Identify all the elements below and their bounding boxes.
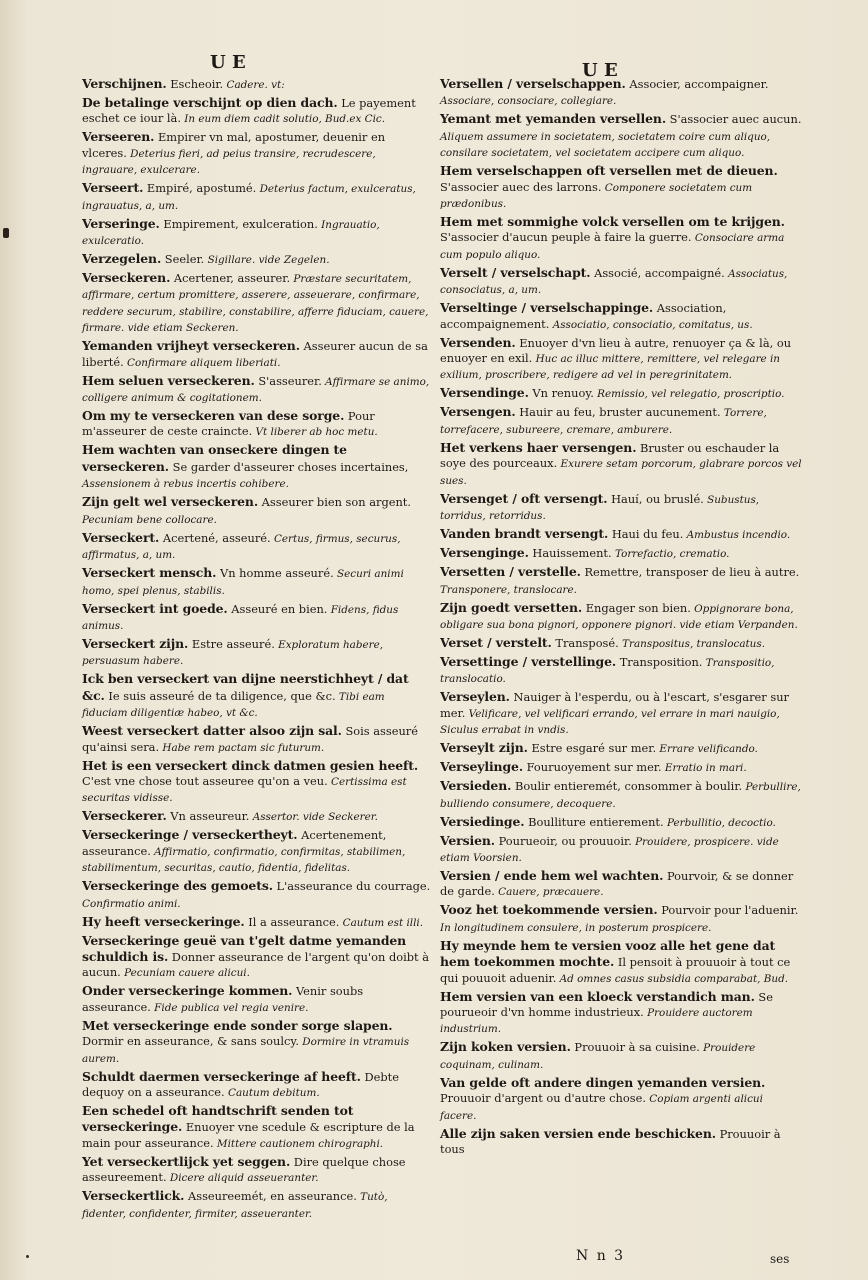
latin-gloss: Associare, consociare, collegiare. [440, 95, 617, 108]
dictionary-entry [440, 526, 802, 543]
french-gloss: Se garder d'asseurer choses incertaines, [169, 459, 409, 474]
french-gloss: S'asseurer. [254, 373, 322, 388]
dictionary-entry [440, 111, 802, 161]
latin-gloss: Prouidere auctorem industrium. [440, 1006, 753, 1036]
headword: Verseckert. [82, 529, 160, 545]
headword: Zijn koken versien. [440, 1039, 571, 1055]
french-gloss: Dire quelque chose asseureement. [82, 1154, 406, 1185]
signature-mark: N n 3 [576, 1248, 626, 1264]
french-gloss: Il a asseurance. [244, 914, 340, 929]
latin-gloss: Ad omnes casus subsidia comparabat, Bud. [556, 972, 789, 985]
headword: Versetten / verstelle. [440, 564, 581, 580]
french-gloss: Asseureemét, en asseurance. [184, 1189, 357, 1204]
ink-blot [3, 228, 9, 238]
headword: Versellen / verselschappen. [440, 76, 626, 91]
french-gloss: Vn asseureur. [166, 809, 250, 824]
dictionary-entry [82, 494, 432, 528]
latin-gloss: Torrefactio, crematio. [611, 548, 730, 561]
latin-gloss: Transponere, translocare. [440, 583, 577, 596]
latin-gloss: Deterius factum, exulceratus, ingrauatus, a, um. [82, 183, 416, 212]
french-gloss: Venir soubs asseurance. [82, 984, 364, 1014]
french-gloss: S'associer auec aucun. [666, 112, 802, 127]
dictionary-entry [82, 338, 432, 371]
latin-gloss: Perbullitio, decoctio. [663, 816, 776, 829]
dictionary-entry [440, 265, 802, 299]
latin-gloss: In longitudinem consulere, in posterum prospicere. [440, 921, 712, 934]
dictionary-entry [82, 1154, 432, 1187]
latin-gloss: Cauere, præcauere. [494, 886, 604, 899]
latin-gloss: Exploratum habere, persuasum habere. [82, 638, 384, 668]
latin-gloss: Fide publica vel regia venire. [150, 1001, 309, 1014]
dictionary-entry [440, 545, 802, 562]
latin-gloss: Præstare securitatem, affirmare, certum promittere, asserere, asseuerare, confirmare, reddere securum, stabilire, constabilire, afferre fiduciam, cauere, firmare. vide etiam Seckeren. [82, 273, 429, 335]
headword: Versiedinge. [440, 813, 525, 829]
latin-gloss: Mittere cautionem chirographi. [213, 1137, 384, 1150]
headword: Verseckert int goede. [82, 600, 228, 616]
headword: Versieden. [440, 778, 512, 794]
french-gloss: Asseurer bien son argent. [258, 495, 412, 510]
headword: Versenden. [440, 334, 516, 350]
french-gloss: Le payement eschet ce iour là. [82, 96, 416, 126]
french-gloss: Sois asseuré qu'ainsi sera. [82, 724, 418, 754]
french-gloss: Estre asseuré. [188, 636, 275, 651]
dictionary-entry [82, 270, 432, 337]
french-gloss: Escheoir. [166, 77, 224, 91]
french-gloss: Hauir au feu, bruster aucunement. [515, 405, 721, 420]
dictionary-entry [82, 408, 432, 441]
latin-gloss: Affirmare se animo, colligere animum & cogitationem. [82, 375, 430, 405]
french-gloss: L'asseurance du courrage. [272, 879, 431, 894]
latin-gloss: Oppignorare bona, obligare sua bona pignori, opponere pignori. vide etiam Verpanden. [440, 602, 798, 631]
latin-gloss: Transpositus, translocatus. [618, 637, 766, 650]
dictionary-entry [440, 814, 802, 831]
latin-gloss: Velificare, vel velificari errando, vel errare in mari nauigio, Siculus errabat in vndis. [440, 707, 780, 737]
french-gloss: Acertené, asseuré. [159, 530, 271, 545]
french-gloss: Vn renuoy. [528, 386, 594, 401]
dictionary-entry [440, 76, 802, 110]
french-gloss: Vn homme asseuré. [216, 566, 334, 581]
headword: Verseylinge. [440, 759, 524, 775]
headword: Verseckertlick. [82, 1188, 185, 1204]
ink-speck [26, 1255, 29, 1258]
french-gloss: Pourueoir, ou prouuoir. [494, 833, 632, 848]
latin-gloss: Certissima est securitas vidisse. [82, 775, 407, 805]
latin-gloss: Habe rem pactam sic futurum. [159, 741, 325, 754]
dictionary-entry [440, 564, 802, 598]
dictionary-entry [440, 300, 802, 333]
headword: Verseylen. [440, 689, 510, 705]
latin-gloss: Certus, firmus, securus, affirmatus, a, um. [82, 532, 401, 562]
latin-gloss: Confirmare aliquem liberiati. [123, 356, 281, 369]
latin-gloss: Torrere, torrefacere, subureere, cremare, amburere. [440, 407, 767, 436]
dictionary-entry [440, 404, 802, 438]
headword: Verselt / verselschapt. [440, 264, 591, 280]
latin-gloss: Aliquem assumere in societatem, societatem coire cum aliquo, consilare societatem, vel societatem accipere cum aliquo. [440, 130, 771, 160]
french-gloss: Boulliture entierement. [524, 814, 664, 829]
headword: Om my te verseckeren van dese sorge. [82, 408, 345, 424]
latin-gloss: Pecuniam bene collocare. [82, 513, 217, 526]
french-gloss: Transposition. [616, 654, 703, 669]
headword: Hy heeft verseckeringe. [82, 913, 245, 929]
latin-gloss: Perbullire, bulliendo consumere, decoquere. [440, 781, 801, 810]
dictionary-entry [440, 689, 802, 738]
french-gloss: S'associer auec des larrons. [440, 179, 602, 194]
dictionary-entry [440, 868, 802, 901]
headword: Verseckert zijn. [82, 635, 189, 651]
french-gloss: Associer, accompaigner. [625, 77, 769, 91]
latin-gloss: Cautum est illi. [339, 916, 424, 929]
latin-gloss: Tutò, fidenter, confidenter, firmiter, asseueranter. [82, 1191, 388, 1220]
french-gloss: Acertener, asseurer. [170, 271, 291, 286]
dictionary-entry [82, 933, 432, 982]
headword: Hem verselschappen oft versellen met de dieuen. [440, 163, 778, 179]
headword: Verseckert mensch. [82, 565, 217, 581]
headword: Yet verseckertlijck yet seggen. [82, 1153, 291, 1169]
dictionary-entry [440, 902, 802, 936]
french-gloss: Enuoyer d'vn lieu à autre, renuoyer ça & là, ou enuoyer en exil. [440, 335, 792, 366]
dictionary-entry [440, 385, 802, 402]
latin-gloss: Errare velificando. [656, 743, 758, 756]
french-gloss: Pourvoir, & se donner de garde. [440, 868, 794, 899]
latin-gloss: Associatus, consociatus, a, um. [440, 267, 788, 297]
french-gloss: Enuoyer vne scedule & escripture de la main pour asseurance. [82, 1120, 415, 1150]
french-gloss: Estre esgaré sur mer. [527, 741, 657, 756]
french-gloss: Associé, accompaigné. [590, 265, 725, 280]
headword: Verseckeringe des gemoets. [82, 878, 273, 894]
latin-gloss: Vt liberer ab hoc metu. [252, 426, 378, 439]
running-head-right: U E [582, 60, 618, 81]
latin-gloss: Prouidere coquinam, culinam. [440, 1042, 756, 1071]
headword: Yemant met yemanden versellen. [440, 111, 667, 127]
dictionary-entry [440, 335, 802, 384]
french-gloss: Hauissement. [528, 546, 612, 561]
dictionary-entry [82, 1103, 432, 1152]
latin-gloss: Pecuniam cauere alicui. [120, 967, 250, 980]
headword: De betalinge verschijnt op dien dach. [82, 95, 338, 110]
latin-gloss: Copiam argenti alicui facere. [440, 1093, 763, 1122]
headword: Van gelde oft andere dingen yemanden versien. [440, 1074, 766, 1090]
headword: Weest verseckert datter alsoo zijn sal. [82, 723, 342, 739]
french-gloss: S'associer d'aucun peuple à faire la guerre. [440, 230, 692, 245]
headword: Vooz het toekommende versien. [440, 902, 658, 918]
french-gloss: Prouuoir à tous [440, 1126, 781, 1156]
latin-gloss: Componere societatem cum prædonibus. [440, 181, 753, 211]
headword: Yemanden vrijheyt verseckeren. [82, 338, 300, 354]
dictionary-entry [82, 251, 432, 268]
french-gloss: C'est vne chose tout asseuree qu'on a veu. [82, 773, 328, 788]
headword: Met verseckeringe ende sonder sorge slapen. [82, 1017, 393, 1033]
headword: Het is een verseckert dinck datmen gesien heeft. [82, 757, 419, 773]
french-gloss: Hauí, ou bruslé. [607, 491, 704, 506]
french-gloss: Transposé. [551, 635, 619, 650]
headword: Verzegelen. [82, 251, 162, 267]
headword: Verseckeren. [82, 270, 171, 286]
latin-gloss: Securi animi homo, spei plenus, stabilis. [82, 568, 404, 597]
latin-gloss: Assertor. vide Seckerer. [249, 811, 378, 824]
headword: Verset / verstelt. [440, 634, 552, 650]
dictionary-entry [82, 565, 432, 599]
dictionary-entry [82, 983, 432, 1016]
french-gloss: Pour m'asseurer de ceste craincte. [82, 409, 375, 439]
latin-gloss: Ambustus incendio. [683, 529, 791, 542]
dictionary-entry [440, 1126, 802, 1159]
headword: Verseert. [82, 180, 144, 196]
french-gloss: Il pensoit à prouuoir à tout ce qui pouuoit aduenir. [440, 955, 791, 985]
latin-gloss: Fidens, fidus animus. [82, 603, 399, 632]
dictionary-entry [82, 878, 432, 912]
dictionary-entry [440, 740, 802, 757]
headword: Versendinge. [440, 385, 529, 401]
latin-gloss: Consociare arma cum populo aliquo. [440, 232, 785, 261]
dictionary-entry [440, 600, 802, 634]
headword: Hem wachten van onseckere dingen te verseckeren. [82, 442, 347, 474]
latin-gloss: Confirmatio animi. [82, 897, 181, 910]
dictionary-entry [82, 442, 432, 492]
latin-gloss: Subustus, torridus, retorridus. [440, 493, 760, 523]
headword: Versenginge. [440, 545, 529, 561]
french-gloss: Acertenement, asseurance. [82, 828, 387, 858]
right-column [440, 76, 802, 1160]
dictionary-entry [82, 758, 432, 807]
french-gloss: Boulir entieremét, consommer à boulir. [511, 779, 743, 794]
french-gloss: Asseuré en bien. [227, 601, 328, 616]
headword: Verseylt zijn. [440, 740, 528, 756]
latin-gloss: Remissio, vel relegatio, proscriptio. [593, 388, 785, 401]
dictionary-entry [440, 938, 802, 987]
dictionary-entry [82, 129, 432, 178]
french-gloss: Fouruoyement sur mer. [523, 760, 662, 775]
french-gloss: Prouuoir d'argent ou d'autre chose. [440, 1091, 646, 1106]
latin-gloss: Ingrauatio, exulceratio. [82, 218, 380, 248]
dictionary-entry [82, 827, 432, 876]
french-gloss: Prouuoir à sa cuisine. [570, 1040, 700, 1055]
headword: Verseltinge / verselschappinge. [440, 300, 654, 316]
headword: Versengen. [440, 404, 516, 420]
dictionary-entry [82, 1018, 432, 1067]
french-gloss: Pourvoir pour l'aduenir. [657, 903, 799, 918]
latin-gloss: Dormire in vtramuis aurem. [82, 1036, 410, 1065]
headword: Verseckeringe / verseckertheyt. [82, 827, 298, 843]
headword: Het verkens haer versengen. [440, 439, 637, 455]
french-gloss: Association, accompaignement. [440, 301, 727, 331]
dictionary-entry [440, 163, 802, 212]
french-gloss: Debte dequoy on a asseurance. [82, 1069, 399, 1099]
catchword: ses [770, 1252, 790, 1266]
dictionary-entry [82, 76, 432, 93]
dictionary-entry [82, 216, 432, 250]
french-gloss: Nauiger à l'esperdu, ou à l'escart, s'esgarer sur mer. [440, 690, 789, 720]
french-gloss: Seeler. [161, 252, 205, 267]
latin-gloss: Exurere setam porcorum, glabrare porcos vel sues. [440, 458, 802, 487]
headword: Verseringe. [82, 215, 160, 231]
french-gloss: Empiré, apostumé. [143, 181, 257, 196]
headword: Alle zijn saken versien ende beschicken. [440, 1125, 716, 1141]
latin-gloss: Transpositio, translocatio. [440, 656, 775, 686]
running-head-left: U E [210, 52, 246, 73]
headword: Ick ben verseckert van dijne neerstichheyt / dat &c. [82, 671, 409, 703]
dictionary-entry [440, 491, 802, 525]
headword: Hem versien van een kloeck verstandich man. [440, 988, 755, 1004]
page-headers [0, 52, 868, 81]
headword: Versien. [440, 832, 495, 848]
dictionary-entry [82, 914, 432, 931]
dictionary-entry [440, 654, 802, 688]
dictionary-entry [82, 636, 432, 670]
latin-gloss: Erratio in mari. [661, 762, 747, 775]
headword: Hem seluen verseckeren. [82, 372, 255, 388]
dictionary-entry [82, 1069, 432, 1102]
french-gloss: Donner asseurance de l'argent qu'on doibt à aucun. [82, 949, 430, 980]
latin-gloss: Huc ac illuc mittere, remittere, vel relegare in exilium, proscribere, redigere ad vel in peregrinitatem. [440, 353, 781, 382]
dictionary-entry [440, 1039, 802, 1073]
french-gloss: Empirement, exulceration. [159, 216, 318, 231]
dictionary-entry [82, 723, 432, 756]
latin-gloss: Associatio, consociatio, comitatus, us. [549, 318, 753, 331]
latin-gloss: In eum diem cadit solutio, Bud.ex Cic. [180, 113, 386, 126]
dictionary-entry [440, 1075, 802, 1124]
french-gloss: Se pourueoir d'vn homme industrieux. [440, 989, 773, 1019]
dictionary-entry [82, 601, 432, 635]
dictionary-entry [440, 989, 802, 1038]
headword: Verseckeringe geuë van t'gelt datme yemanden schuldich is. [82, 932, 407, 964]
dictionary-entry [440, 440, 802, 489]
headword: Versien / ende hem wel wachten. [440, 867, 664, 883]
french-gloss: Dormir en asseurance, & sans soulcy. [82, 1034, 299, 1049]
dictionary-entry [82, 180, 432, 214]
dictionary-entry [440, 635, 802, 652]
headword: Versenget / oft versengt. [440, 490, 608, 506]
latin-gloss: Cautum debitum. [224, 1087, 320, 1099]
headword: Verschijnen. [82, 76, 167, 91]
dictionary-entry [440, 778, 802, 812]
dictionary-entry [82, 95, 432, 128]
latin-gloss: Affirmatio, confirmatio, confirmitas, stabilimen, stabilimentum, securitas, cautio, fidentia, fidelitas. [82, 845, 406, 875]
dictionary-entry [82, 1188, 432, 1222]
headword: Verseckerer. [82, 808, 167, 824]
headword: Schuldt daermen verseckeringe af heeft. [82, 1068, 361, 1084]
latin-gloss: Tibi eam fiduciam diligentiæ habeo, vt &c. [82, 690, 385, 720]
latin-gloss: Assensionem à rebus incertis cohibere. [82, 478, 289, 491]
dictionary-entry [82, 530, 432, 564]
french-gloss: Engager son bien. [582, 600, 691, 615]
french-gloss: Haui du feu. [608, 527, 684, 542]
headword: Hem met sommighe volck versellen om te krijgen. [440, 214, 785, 230]
headword: Een schedel oft handtschrift senden tot verseckeringe. [82, 1103, 354, 1135]
french-gloss: Bruster ou eschauder la soye des pourceaux. [440, 440, 780, 471]
left-column [82, 76, 432, 1224]
dictionary-entry [440, 759, 802, 776]
latin-gloss: Dicere aliquid asseueranter. [166, 1172, 319, 1185]
dictionary-entry [82, 373, 432, 407]
headword: Onder verseckeringe kommen. [82, 983, 293, 999]
dictionary-entry [440, 214, 802, 263]
headword: Zijn gelt wel verseckeren. [82, 494, 259, 510]
headword: Hy meynde hem te versien vooz alle het gene dat hem toekommen mochte. [440, 937, 776, 970]
french-gloss: Empirer vn mal, apostumer, deuenir en vlceres. [82, 130, 386, 160]
dictionary-entry [82, 808, 432, 825]
latin-gloss: Prouidere, prospicere. vide etiam Voorsien. [440, 835, 779, 864]
latin-gloss: Cadere. vt: [223, 79, 285, 91]
french-gloss: Remettre, transposer de lieu à autre. [580, 565, 800, 580]
french-gloss: Asseurer aucun de sa liberté. [82, 339, 428, 369]
dictionary-entry [440, 833, 802, 867]
headword: Versettinge / verstellinge. [440, 653, 617, 669]
french-gloss: Ie suis asseuré de ta diligence, que &c. [104, 688, 336, 703]
headword: Verseeren. [82, 129, 155, 145]
latin-gloss: Deterius fieri, ad peius transire, recrudescere, ingrauare, exulcerare. [82, 147, 376, 177]
headword: Vanden brandt versengt. [440, 526, 609, 542]
dictionary-entry [82, 671, 432, 721]
latin-gloss: Sigillare. vide Zegelen. [204, 254, 330, 267]
headword: Zijn goedt versetten. [440, 599, 583, 615]
